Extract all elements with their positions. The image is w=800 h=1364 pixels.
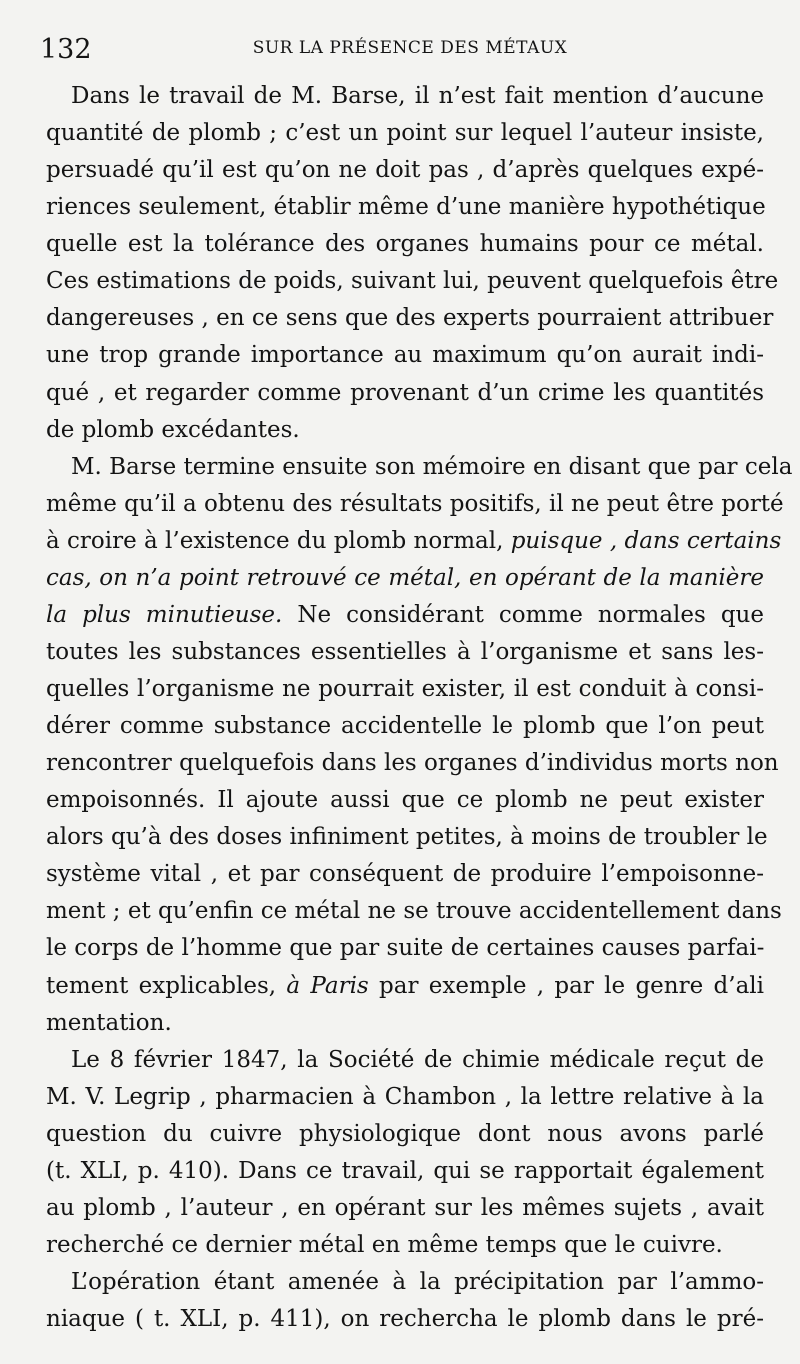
page-number: 132 <box>40 34 92 65</box>
text-segment: question du cuivre physiologique dont nous avons parlé <box>46 1120 764 1147</box>
text-segment: (t. XLI, p. 410). Dans ce travail, qui se rapportait également <box>46 1157 764 1184</box>
text-line <box>46 782 764 819</box>
text-line <box>46 1042 764 1079</box>
text-line <box>46 412 764 449</box>
text-line <box>46 1264 764 1301</box>
text-line <box>46 189 764 226</box>
text-segment: recherché ce dernier métal en même temps que le cuivre. <box>46 1231 723 1258</box>
text-segment: mentation. <box>46 1009 172 1036</box>
text-segment: niaque ( t. XLI, p. 411), on rechercha le plomb dans le pré- <box>46 1306 764 1333</box>
text-line <box>46 449 793 486</box>
italic-text: la plus minutieuse. <box>46 601 283 628</box>
text-segment: empoisonnés. Il ajoute aussi que ce plomb ne peut exister <box>46 787 764 814</box>
text-segment: M. V. Legrip , pharmacien à Chambon , la lettre relative à la <box>46 1083 764 1110</box>
text-segment: qué , et regarder comme provenant d’un crime les quantités <box>46 379 764 406</box>
text-line <box>46 226 764 263</box>
text-line <box>46 1190 764 1227</box>
text-segment: riences seulement, établir même d’une manière hypothétique <box>46 194 766 221</box>
text-line <box>46 375 764 412</box>
body-text <box>46 78 793 1338</box>
text-segment: quelle est la tolérance des organes humains pour ce métal. <box>46 231 764 258</box>
text-segment: de plomb excédantes. <box>46 416 300 443</box>
italic-text: puisque , dans certains <box>510 527 782 554</box>
text-line <box>46 337 764 374</box>
text-segment: dérer comme substance accidentelle le plomb que l’on peut <box>46 713 764 740</box>
text-segment: Dans le travail de M. Barse, il n’est fait mention d’aucune <box>71 83 764 109</box>
text-segment: tement explicables, <box>46 972 287 999</box>
text-line <box>46 78 764 115</box>
text-line <box>46 1116 764 1153</box>
text-line <box>46 486 784 523</box>
text-line <box>46 263 779 300</box>
text-segment: L’opération étant amenée à la précipitation par l’ammo- <box>71 1269 764 1295</box>
text-line <box>46 597 764 634</box>
text-segment: rencontrer quelquefois dans les organes d’individus morts non <box>46 750 779 777</box>
text-segment: une trop grande importance au maximum qu’on aurait indi- <box>46 342 764 369</box>
text-line <box>46 634 764 671</box>
text-segment: quelles l’organisme ne pourrait exister, il est conduit à consi- <box>46 676 764 702</box>
text-line <box>46 745 779 782</box>
text-segment: persuadé qu’il est qu’on ne doit pas , d’après quelques expé- <box>46 157 764 184</box>
text-line <box>46 671 764 708</box>
text-line <box>46 1227 764 1264</box>
text-segment: le corps de l’homme que par suite de certaines causes parfai- <box>46 935 765 962</box>
text-segment: dangereuses , en ce sens que des experts pourraient attribuer <box>46 305 774 332</box>
text-line <box>46 300 774 337</box>
text-segment: quantité de plomb ; c’est un point sur lequel l’auteur insiste, <box>46 120 764 147</box>
text-segment: par exemple , par le genre d’ali <box>368 972 764 999</box>
text-segment: à croire à l’existence du plomb normal, <box>46 527 511 554</box>
text-segment: même qu’il a obtenu des résultats positifs, il ne peut être porté <box>46 490 784 517</box>
text-line <box>46 930 764 967</box>
text-segment: M. Barse termine ensuite son mémoire en disant que par cela <box>71 453 793 480</box>
running-title: SUR LA PRÉSENCE DES MÉTAUX <box>252 38 568 58</box>
text-segment: au plomb , l’auteur , en opérant sur les mêmes sujets , avait <box>46 1194 764 1221</box>
text-segment: alors qu’à des doses infiniment petites, à moins de troubler le <box>46 824 768 851</box>
text-line <box>46 1301 764 1338</box>
text-segment: ment ; et qu’enfin ce métal ne se trouve accidentellement dans <box>46 898 782 925</box>
text-line <box>46 819 768 856</box>
text-segment: Ne considérant comme normales que <box>282 601 764 628</box>
italic-text: cas, on n’a point retrouvé ce métal, en opérant de la manière <box>46 564 764 591</box>
text-line <box>46 708 764 745</box>
text-line <box>46 115 764 152</box>
italic-text: à Paris <box>286 972 369 999</box>
text-line <box>46 152 764 189</box>
text-segment: système vital , et par conséquent de produire l’empoisonne- <box>46 861 764 888</box>
text-line <box>46 1153 764 1190</box>
text-segment: toutes les substances essentielles à l’organisme et sans les- <box>46 638 764 665</box>
text-line <box>46 1005 764 1042</box>
page-header <box>40 30 760 66</box>
text-line <box>46 560 764 597</box>
text-line <box>46 1079 764 1116</box>
text-line <box>46 968 764 1005</box>
text-line <box>46 893 782 930</box>
text-segment: Ces estimations de poids, suivant lui, peuvent quelquefois être <box>46 268 779 295</box>
text-line <box>46 856 764 893</box>
text-segment: Le 8 février 1847, la Société de chimie médicale reçut de <box>71 1046 764 1073</box>
text-line <box>46 523 782 560</box>
